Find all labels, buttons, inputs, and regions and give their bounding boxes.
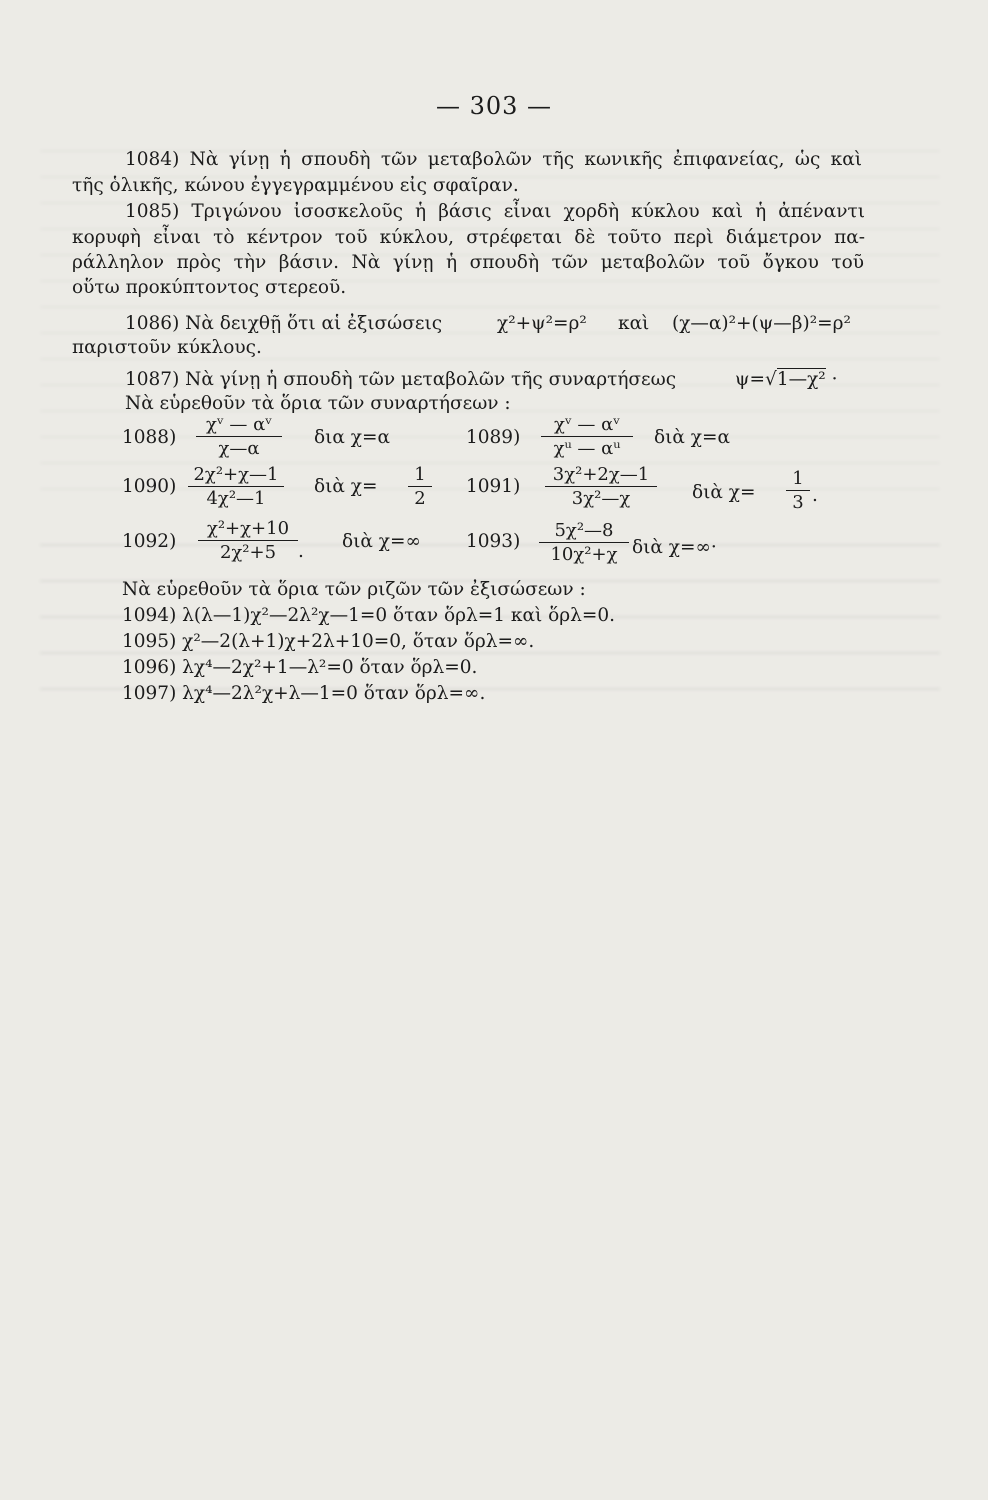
problem-1086-line-1: 1086) Νὰ δειχθῇ ὅτι αἱ ἐξισώσεις	[125, 313, 443, 334]
problem-1088-condition: δια χ=α	[314, 427, 390, 448]
problem-1090-numerator: 2χ²+χ—1	[193, 464, 279, 485]
problem-1090-fraction	[188, 464, 284, 510]
problem-1091-condition: διὰ χ=	[692, 482, 756, 503]
problem-1093-numerator: 5χ²—8	[554, 520, 614, 541]
problem-1087-line-1: 1087) Νὰ γίνῃ ἡ σπουδὴ τῶν μεταβολῶν τῆς συναρτήσεως	[125, 369, 677, 390]
problem-1084-line-1: 1084) Νὰ γίνῃ ἡ σπουδὴ τῶν μεταβολῶν τῆς κωνικῆς ἐπιφανείας, ὡς καὶ	[125, 149, 862, 170]
problem-1086-equation-2: (χ—α)²+(ψ—β)²=ρ²	[672, 313, 851, 334]
problem-1085-line-4: οὕτω προκύπτοντος στερεοῦ.	[72, 277, 347, 298]
page-number: — 303 —	[435, 92, 553, 120]
problem-1086-and: καὶ	[618, 313, 650, 334]
problem-1088-denominator: χ—α	[196, 436, 282, 460]
problem-1091-label: 1091)	[466, 476, 521, 497]
problem-1095: 1095) χ²—2(λ+1)χ+2λ+10=0, ὅταν ὅρλ=∞.	[122, 631, 535, 652]
problem-1086-equation-1: χ²+ψ²=ρ²	[497, 313, 587, 334]
problem-1084-line-2: τῆς ὁλικῆς, κώνου ἐγγεγραμμένου εἰς σφαῖραν.	[72, 175, 519, 196]
problem-1090-value-numerator: 1	[414, 464, 426, 485]
sqrt-sign-icon: √	[765, 369, 777, 390]
problem-1089-condition: διὰ χ=α	[654, 427, 730, 448]
problem-1091-value-numerator: 1	[792, 468, 804, 489]
problem-1090-value-denominator: 2	[408, 486, 432, 510]
problem-1091-period: .	[812, 485, 818, 506]
problem-1091-value-denominator: 3	[786, 490, 810, 514]
problem-1092-denominator: 2χ²+5	[198, 540, 298, 564]
problem-1085-line-1: 1085) Τριγώνου ἰσοσκελοῦς ἡ βάσις εἶναι χορδὴ κύκλου καὶ ἡ ἀπέναντι	[125, 201, 865, 222]
roots-intro: Νὰ εὑρεθοῦν τὰ ὅρια τῶν ριζῶν τῶν ἐξισώσεων :	[122, 579, 586, 600]
problem-1085-line-2: κορυφὴ εἶναι τὸ κέντρον τοῦ κύκλου, στρέφεται δὲ τοῦτο περὶ διάμετρον πα-	[72, 227, 865, 248]
problem-1091-value	[786, 468, 810, 514]
problem-1092-condition: διὰ χ=∞	[342, 531, 421, 552]
problem-1094: 1094) λ(λ—1)χ²—2λ²χ—1=0 ὅταν ὅρλ=1 καὶ ὅρλ=0.	[122, 605, 615, 626]
problem-1092-period: .	[298, 541, 304, 562]
problem-1092-fraction	[198, 518, 298, 564]
problem-1093-label: 1093)	[466, 531, 521, 552]
problem-1092-numerator: χ²+χ+10	[206, 518, 290, 539]
problem-1091-fraction	[545, 464, 657, 510]
problem-1089-label: 1089)	[466, 427, 521, 448]
problem-1089-fraction	[541, 414, 633, 460]
problem-1089-numerator: χᵛ — αᵛ	[554, 414, 620, 435]
problem-1087-function	[735, 368, 838, 392]
limits-intro: Νὰ εὑρεθοῦν τὰ ὅρια τῶν συναρτήσεων :	[125, 393, 511, 414]
problem-1092-label: 1092)	[122, 531, 177, 552]
problem-1086-line-2: παριστοῦν κύκλους.	[72, 337, 262, 358]
problem-1090-condition: διὰ χ=	[314, 476, 378, 497]
problem-1087-function-radicand: 1—χ²	[776, 369, 826, 390]
problem-1089-denominator: χᵘ — αᵘ	[541, 436, 633, 460]
problem-1090-label: 1090)	[122, 476, 177, 497]
problem-1085-line-3: ράλληλον πρὸς τὴν βάσιν. Νὰ γίνῃ ἡ σπουδὴ τῶν μεταβολῶν τοῦ ὄγκου τοῦ	[72, 252, 864, 273]
problem-1097: 1097) λχ⁴—2λ²χ+λ—1=0 ὅταν ὅρλ=∞.	[122, 683, 486, 704]
problem-1088-fraction	[196, 414, 282, 460]
problem-1091-denominator: 3χ²—χ	[545, 486, 657, 510]
problem-1091-numerator: 3χ²+2χ—1	[552, 464, 650, 485]
problem-1096: 1096) λχ⁴—2χ²+1—λ²=0 ὅταν ὅρλ=0.	[122, 657, 478, 678]
problem-1088-numerator: χᵛ — αᵛ	[206, 414, 272, 435]
problem-1093-denominator: 10χ²+χ	[539, 542, 629, 566]
problem-1090-denominator: 4χ²—1	[188, 486, 284, 510]
problem-1090-value	[408, 464, 432, 510]
problem-1093-condition: διὰ χ=∞·	[632, 537, 717, 558]
problem-1087-function-lhs: ψ=	[735, 369, 766, 390]
problem-1088-label: 1088)	[122, 427, 177, 448]
problem-1093-fraction	[539, 520, 629, 566]
problem-1087-dot: ·	[831, 369, 838, 390]
